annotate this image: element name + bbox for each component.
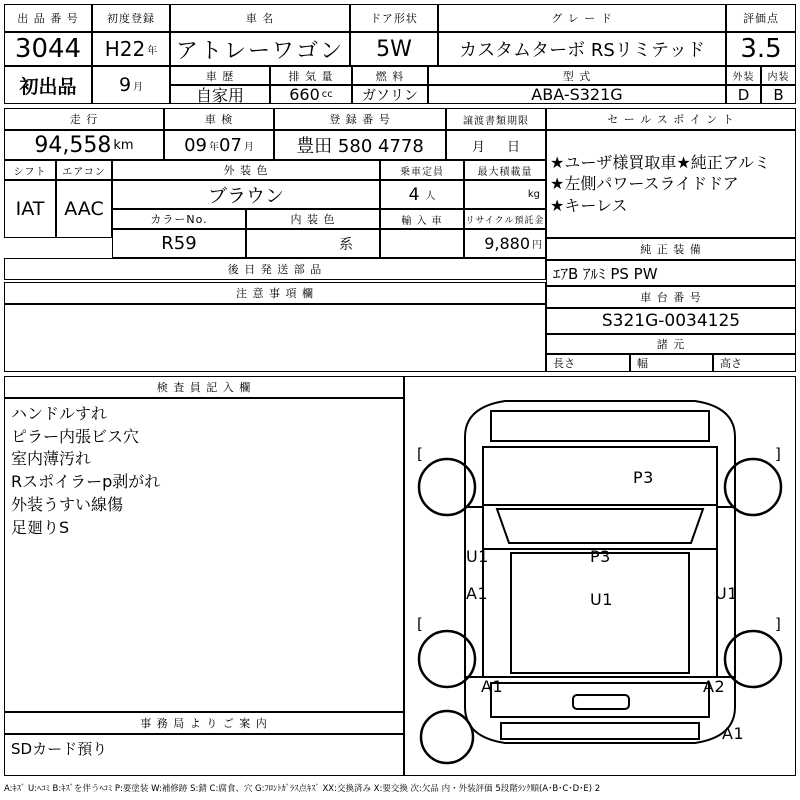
capacity-unit: 人 — [425, 191, 436, 202]
caution-label: 注 意 事 項 欄 — [236, 287, 314, 300]
later-parts-label: 後 日 発 送 部 品 — [227, 263, 323, 276]
damage-mark-u1: U1 — [715, 584, 738, 603]
capacity-value-cell — [380, 180, 464, 209]
recycle-unit: 円 — [532, 240, 542, 251]
interior-color-label: 内 装 色 — [290, 213, 336, 226]
recycle-value-cell — [464, 229, 546, 258]
door-shape-header — [350, 4, 438, 32]
displacement-value: 660 — [289, 85, 320, 104]
first-registration-month-cell — [92, 66, 170, 104]
model-code-value: ABA-S321G — [531, 85, 623, 104]
door-shape-value: 5W — [376, 36, 412, 62]
displacement-unit: cc — [321, 89, 333, 100]
transfer-deadline-day-unit: 日 — [507, 139, 521, 155]
displacement-value-cell — [270, 85, 352, 104]
import-car-label: 輸 入 車 — [401, 215, 443, 227]
office-notice-value: SDカード預り — [11, 740, 108, 758]
sales-point-label: セ ー ル ス ポ イ ン ト — [607, 113, 735, 126]
exterior-grade-value: D — [737, 85, 750, 104]
max-load-unit: kg — [527, 189, 540, 200]
history-label: 車 歴 — [205, 69, 235, 83]
caution-body — [4, 304, 546, 372]
bracket-mark: [ — [417, 615, 424, 633]
first-registration-month: 9 — [118, 74, 132, 96]
lot-number-value: 3044 — [14, 34, 82, 64]
transfer-deadline-month-unit: 月 — [471, 139, 485, 155]
exterior-color-value-cell — [112, 180, 380, 209]
dimension-length-label: 長さ — [553, 357, 575, 370]
damage-mark-a1: A1 — [722, 724, 745, 743]
grade-label: グ レ ー ド — [551, 12, 613, 25]
shift-header — [4, 160, 56, 180]
inspector-notes-header — [4, 376, 404, 398]
later-parts-header — [4, 258, 546, 280]
door-shape-value-cell — [350, 32, 438, 66]
bracket-mark: [ — [417, 445, 424, 463]
sales-point-line: ★左側パワースライドドア — [550, 174, 739, 194]
car-name-label: 車 名 — [245, 12, 275, 25]
inspector-note-line: 足廻りS — [11, 517, 70, 537]
sales-point-header — [546, 108, 796, 130]
dimension-width-cell — [630, 354, 713, 372]
rating-header — [726, 4, 796, 32]
damage-mark-u1: U1 — [590, 590, 613, 609]
dimensions-header — [546, 334, 796, 354]
legend-text: A:ｷｽﾞ U:ﾍｺﾐ B:ｷｽﾞを伴うﾍｺﾐ P:要塗装 W:補修跡 S:錆 C:腐食、穴 G:ﾌﾛﾝﾄｶﾞﾗｽ点ｷｽﾞ XX:交換済み X:要交換 次:欠品 内・外装評価 5段階ﾗﾝｸ順(A･B･C･D･E) 2 — [4, 784, 601, 794]
max-load-label: 最大積載量 — [477, 166, 533, 178]
capacity-label: 乗車定員 — [400, 166, 444, 178]
first-registration-year-cell — [92, 32, 170, 66]
capacity-header — [380, 160, 464, 180]
fuel-value: ガソリン — [362, 87, 418, 104]
model-code-header — [428, 66, 726, 85]
first-registration-year: 22 — [119, 37, 146, 61]
inspector-note-line: ハンドルすれ — [11, 404, 108, 423]
aircon-header — [56, 160, 112, 180]
interior-color-header — [246, 209, 380, 229]
recycle-label: リサイクル預託金 — [465, 215, 545, 226]
exterior-color-label: 外 装 色 — [223, 164, 269, 177]
aircon-label: エアコン — [62, 166, 106, 178]
model-code-label: 型 式 — [562, 69, 592, 83]
damage-mark-p3: P3 — [590, 547, 611, 566]
inspection-year: 09 — [184, 134, 207, 156]
first-registration-header — [92, 4, 170, 32]
damage-mark-u1: U1 — [466, 547, 489, 566]
caution-header — [4, 282, 546, 304]
dimension-height-cell — [713, 354, 796, 372]
sales-point-body — [546, 130, 796, 238]
interior-color-value-cell — [246, 229, 380, 258]
transfer-deadline-header — [446, 108, 546, 130]
color-no-value-cell — [112, 229, 246, 258]
car-outline-svg — [405, 377, 795, 775]
history-value: 自家用 — [195, 86, 244, 104]
mileage-value-cell — [4, 130, 164, 160]
max-load-value-cell — [464, 180, 546, 209]
lot-number-header — [4, 4, 92, 32]
inspection-month-unit: 月 — [243, 141, 254, 153]
history-header — [170, 66, 270, 85]
lot-number-value-cell — [4, 32, 92, 66]
transfer-deadline-value-cell — [446, 130, 546, 160]
fuel-label: 燃 料 — [375, 69, 405, 83]
dimension-length-cell — [546, 354, 630, 372]
import-car-header — [380, 209, 464, 229]
recycle-header — [464, 209, 546, 229]
registration-number-value-cell — [274, 130, 446, 160]
inspector-note-line: Rスポイラーp剥がれ — [11, 472, 161, 492]
chassis-value-cell — [546, 308, 796, 334]
dimensions-label: 諸 元 — [656, 338, 686, 351]
damage-mark-a2: A2 — [703, 677, 726, 696]
caution-value — [5, 305, 545, 309]
exterior-grade-label: 外装 — [732, 72, 755, 83]
rating-label: 評価点 — [743, 12, 779, 25]
car-name-header — [170, 4, 350, 32]
displacement-label: 排 気 量 — [288, 69, 334, 83]
interior-grade-header — [761, 66, 796, 85]
color-no-header — [112, 209, 246, 229]
inspection-month: 07 — [219, 134, 242, 156]
dimension-width-label: 幅 — [637, 357, 648, 370]
chassis-label: 車 台 番 号 — [640, 291, 702, 304]
import-car-value-cell — [380, 229, 464, 258]
sales-point-line: ★ユーザ様買取車★純正アルミ — [550, 152, 771, 172]
mileage-label: 走 行 — [69, 113, 99, 126]
aircon-value-cell — [56, 180, 112, 238]
fuel-value-cell — [352, 85, 428, 104]
inspector-note-line: ピラー内張ビス穴 — [11, 426, 140, 446]
damage-mark-p3: P3 — [633, 468, 654, 487]
grade-header — [438, 4, 726, 32]
inspector-notes-label: 検 査 員 記 入 欄 — [156, 381, 252, 394]
office-notice-header — [4, 712, 404, 734]
damage-mark-a1: A1 — [466, 584, 489, 603]
model-code-value-cell — [428, 85, 726, 104]
transfer-deadline-label: 譲渡書類期限 — [463, 115, 529, 127]
registration-number-label: 登 録 番 号 — [329, 113, 391, 126]
rating-value: 3.5 — [740, 34, 782, 64]
genuine-equipment-header — [546, 238, 796, 260]
color-no-label: カラーNo. — [150, 213, 208, 226]
shift-value-cell — [4, 180, 56, 238]
exterior-color-value: ブラウン — [207, 185, 284, 207]
first-registration-era: H — [104, 37, 120, 61]
displacement-header — [270, 66, 352, 85]
sales-point-line: ★キーレス — [550, 195, 628, 215]
max-load-header — [464, 160, 546, 180]
first-listing-stamp-cell — [4, 66, 92, 104]
car-name-value: アトレーワゴン — [175, 38, 344, 64]
history-value-cell — [170, 85, 270, 104]
interior-grade-value: B — [773, 85, 784, 104]
inspector-notes-body — [4, 398, 404, 712]
rating-value-cell — [726, 32, 796, 66]
registration-number-header — [274, 108, 446, 130]
first-registration-label: 初度登録 — [107, 12, 155, 25]
office-notice-body — [4, 734, 404, 776]
registration-number-value: 豊田 580 4778 — [296, 136, 424, 157]
car-damage-diagram — [404, 376, 796, 776]
inspection-header — [164, 108, 274, 130]
dimension-height-label: 高さ — [720, 357, 742, 370]
capacity-value: 4 — [408, 184, 420, 205]
recycle-value: 9,880 — [484, 234, 530, 253]
genuine-equipment-label: 純 正 装 備 — [640, 243, 702, 256]
interior-grade-value-cell — [761, 85, 796, 104]
genuine-equipment-value: ｴｱB ｱﾙﾐ PS PW — [553, 264, 658, 283]
exterior-grade-header — [726, 66, 761, 85]
inspection-year-unit: 年 — [209, 141, 219, 153]
color-no-value: R59 — [161, 233, 197, 254]
mileage-unit: km — [113, 137, 134, 153]
first-registration-month-unit: 月 — [133, 81, 144, 93]
car-name-value-cell — [170, 32, 350, 66]
inspector-note-line: 室内薄汚れ — [11, 449, 92, 469]
mileage-value: 94,558 — [34, 132, 112, 158]
chassis-value: S321G-0034125 — [601, 311, 741, 331]
shift-value: IAT — [15, 198, 45, 220]
fuel-header — [352, 66, 428, 85]
bracket-mark: ] — [775, 445, 782, 463]
shift-label: シフト — [13, 166, 47, 178]
aircon-value: AAC — [64, 198, 104, 220]
interior-color-unit: 系 — [339, 236, 353, 253]
import-car-value — [381, 230, 463, 257]
chassis-header — [546, 286, 796, 308]
grade-value: カスタムターボ RSリミテッド — [459, 40, 705, 61]
inspection-label: 車 検 — [204, 113, 234, 126]
damage-mark-a1: A1 — [481, 677, 504, 696]
grade-value-cell — [438, 32, 726, 66]
mileage-header — [4, 108, 164, 130]
interior-grade-label: 内装 — [767, 72, 790, 83]
lot-number-label: 出 品 番 号 — [17, 12, 79, 25]
door-shape-label: ドア形状 — [370, 12, 418, 25]
inspection-value-cell — [164, 130, 274, 160]
office-notice-label: 事 務 局 よ り ご 案 内 — [140, 717, 268, 730]
bracket-mark: ] — [775, 615, 782, 633]
genuine-equipment-value-cell — [546, 260, 796, 286]
first-registration-year-unit: 年 — [147, 45, 158, 57]
first-listing-stamp: 初出品 — [19, 75, 77, 98]
exterior-grade-value-cell — [726, 85, 761, 104]
exterior-color-header — [112, 160, 380, 180]
inspector-note-line: 外装うすい線傷 — [11, 494, 124, 514]
